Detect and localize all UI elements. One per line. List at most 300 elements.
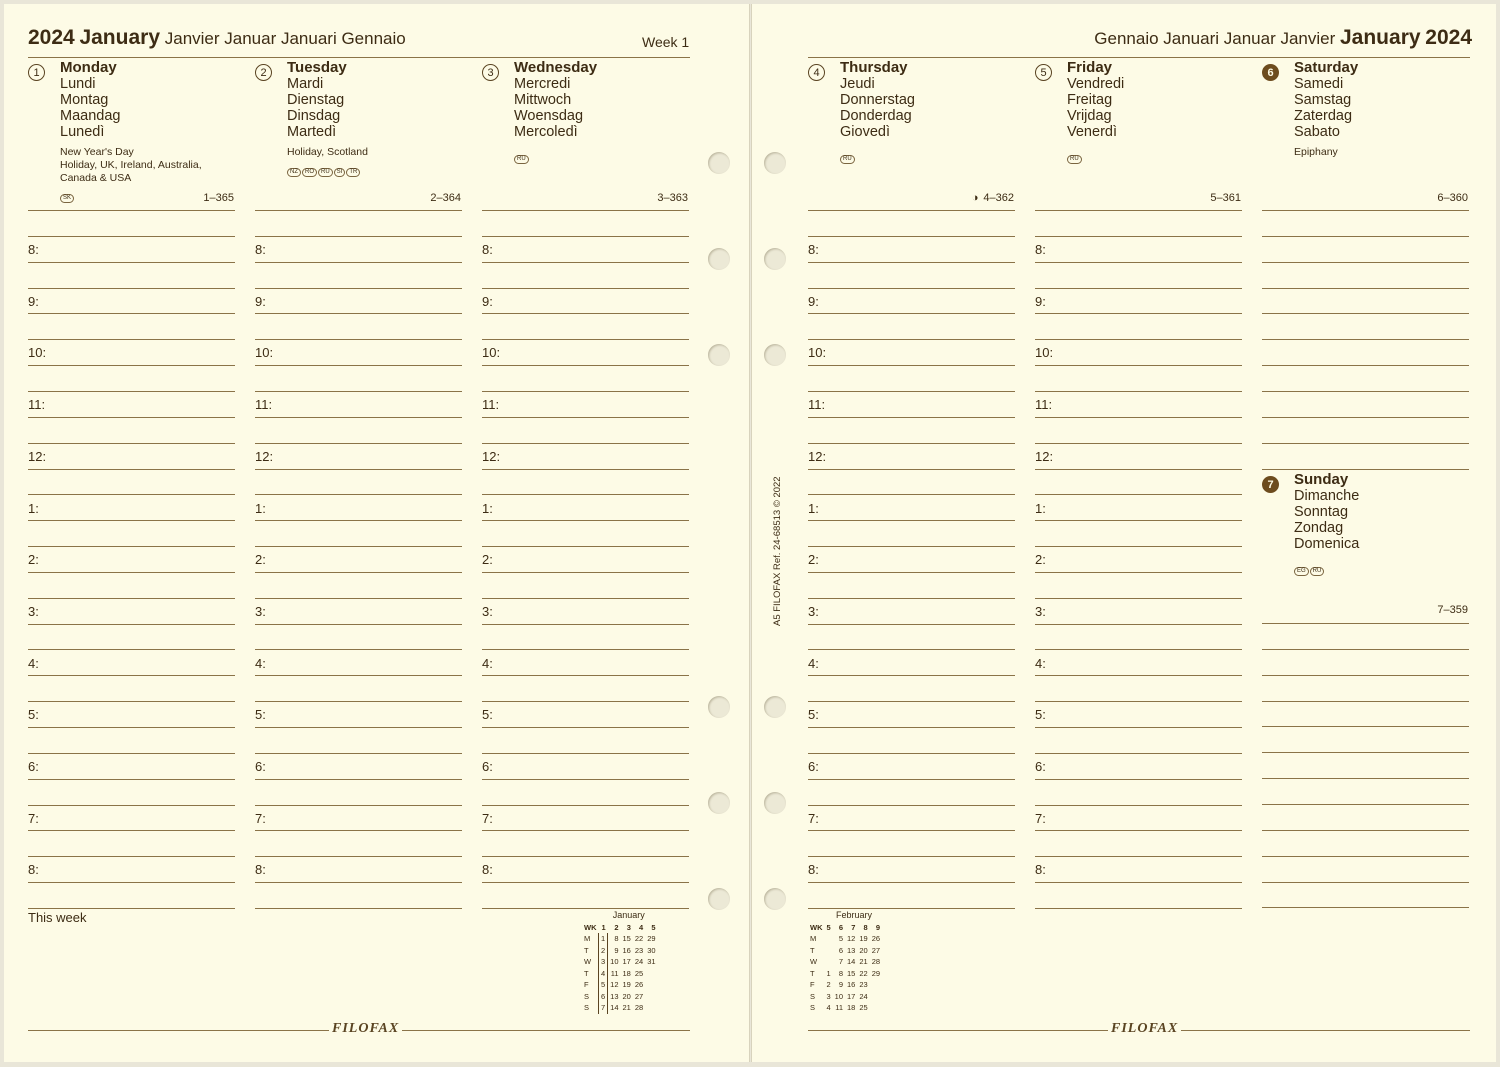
mini-calendar-header-cell: 5	[826, 922, 831, 932]
ruled-line	[255, 624, 462, 625]
country-badge: RU	[318, 168, 333, 177]
ruled-line	[482, 236, 689, 237]
ruled-line	[1262, 288, 1469, 289]
mini-calendar-cell: 24	[859, 991, 868, 1001]
ruled-line	[255, 469, 462, 470]
binder-hole	[764, 248, 786, 270]
mini-calendar-cell: 13	[847, 945, 856, 955]
hour-label: 8:	[808, 242, 819, 257]
ruled-line	[1035, 624, 1242, 625]
mini-calendar-cell: 28	[871, 957, 881, 966]
ruled-line	[808, 210, 1015, 211]
ruled-line	[255, 649, 462, 650]
mini-calendar-cell: 20	[859, 945, 868, 955]
mini-calendar-february	[808, 910, 882, 1014]
day-number-icon: 3	[482, 64, 499, 81]
day-name-translation: Vendredi	[1067, 76, 1125, 92]
ruled-line	[808, 339, 1015, 340]
mini-calendar-cell: 12	[847, 934, 856, 943]
hour-label: 10:	[1035, 345, 1054, 361]
binder-hole	[708, 152, 730, 174]
mini-calendar-cell: T	[810, 945, 815, 955]
mini-calendar-cell: 13	[610, 991, 619, 1001]
mini-calendar-cell: 14	[610, 1003, 619, 1012]
right-page-title	[1094, 26, 1472, 50]
day-name: Friday	[1067, 59, 1113, 76]
ruled-line	[808, 779, 1015, 780]
mini-calendar-cell: 15	[847, 968, 856, 978]
day-name-translation: Mardi	[287, 76, 324, 92]
ruled-line	[255, 598, 462, 599]
ruled-line	[255, 236, 462, 237]
ruled-line	[1262, 856, 1469, 857]
country-badge: RU	[1310, 567, 1325, 576]
mini-calendar-cell: 1	[826, 968, 831, 978]
ruled-line	[1262, 391, 1469, 392]
mini-calendar-title: February	[836, 910, 873, 920]
hour-label: 7:	[482, 810, 493, 826]
mini-calendar-cell: 11	[835, 1003, 844, 1012]
ruled-line	[808, 675, 1015, 676]
mini-calendar-cell: S	[810, 1003, 816, 1012]
ruled-line	[482, 882, 689, 883]
mini-calendar-cell: S	[584, 1003, 590, 1012]
mini-calendar-header-cell: 1	[601, 922, 606, 932]
mini-calendar-cell: 22	[634, 934, 644, 943]
mini-calendar-cell: F	[810, 980, 815, 989]
mini-calendar-row	[582, 968, 658, 980]
hour-label: 9:	[808, 293, 819, 309]
ruled-line	[1035, 469, 1242, 470]
hour-label: 2:	[28, 552, 39, 568]
mini-calendar-january	[582, 910, 658, 1014]
mini-calendar-cell: 8	[614, 934, 619, 943]
country-badge: SI	[334, 168, 346, 177]
day-number-icon: 1	[28, 64, 45, 81]
mini-calendar-row	[808, 933, 882, 945]
holiday-note: New Year's Day	[60, 146, 134, 158]
hour-label: 9:	[255, 293, 266, 309]
hour-label: 2:	[255, 552, 266, 568]
ruled-line	[1035, 805, 1242, 806]
hour-label: 10:	[255, 345, 274, 361]
hour-label: 6:	[808, 759, 819, 774]
day-name-translation: Zaterdag	[1294, 108, 1353, 124]
ruled-line	[482, 805, 689, 806]
mini-calendar-cell: T	[584, 945, 589, 955]
ruled-line	[808, 882, 1015, 883]
ruled-line	[1035, 365, 1242, 366]
ruled-line	[255, 365, 462, 366]
ruled-line	[255, 572, 462, 573]
ruled-line	[1035, 262, 1242, 263]
ruled-line	[808, 701, 1015, 702]
ruled-line	[482, 908, 689, 909]
day-name-translation: Dimanche	[1294, 488, 1360, 504]
country-badge: RO	[302, 168, 317, 177]
hour-label: 4:	[28, 655, 39, 671]
ruled-line	[1262, 623, 1469, 624]
ruled-line	[808, 753, 1015, 754]
right-page	[752, 4, 1496, 1062]
ruled-line	[28, 675, 235, 676]
hour-label: 5:	[28, 707, 39, 723]
mini-calendar-cell: 31	[647, 957, 656, 966]
ruled-line	[808, 365, 1015, 366]
binder-hole	[708, 888, 730, 910]
hour-label: 2:	[482, 552, 493, 568]
mini-calendar-cell: 4	[599, 968, 608, 980]
mini-calendar-cell: 12	[610, 980, 619, 989]
mini-calendar-cell: T	[810, 968, 815, 978]
ruled-line	[255, 805, 462, 806]
ruled-line	[808, 417, 1015, 418]
day-name-translation: Freitag	[1067, 92, 1113, 108]
hour-label: 8:	[1035, 862, 1046, 878]
mini-calendar-cell	[825, 945, 833, 957]
mini-calendar-cell: 9	[838, 980, 844, 989]
ruled-line	[28, 649, 235, 650]
ruled-line	[1035, 882, 1242, 883]
hour-label: 8:	[1035, 242, 1046, 257]
mini-calendar-cell	[825, 933, 833, 945]
ruled-line	[255, 262, 462, 263]
binder-hole	[708, 344, 730, 366]
hour-label: 8:	[255, 242, 266, 257]
month-translations: Janvier Januar Januari Gennaio	[164, 29, 406, 48]
ruled-line	[255, 417, 462, 418]
hour-label: 4:	[255, 655, 266, 671]
mini-calendar-cell: 20	[622, 991, 631, 1001]
ruled-line	[1035, 727, 1242, 728]
year: 2024	[1425, 26, 1472, 49]
ruled-line	[482, 624, 689, 625]
ruled-line	[28, 391, 235, 392]
ruled-line	[28, 805, 235, 806]
day-name-translation: Mercredi	[514, 76, 571, 92]
ruled-line	[28, 365, 235, 366]
day-name-translation: Sonntag	[1294, 504, 1349, 520]
hour-label: 7:	[808, 810, 819, 826]
mini-calendar-header-cell: WK	[810, 922, 823, 932]
ruled-line	[808, 649, 1015, 650]
mini-calendar-cell: S	[810, 991, 816, 1001]
ruled-line	[255, 856, 462, 857]
ruled-line	[255, 210, 462, 211]
ruled-line	[28, 288, 235, 289]
ruled-line	[1035, 598, 1242, 599]
mini-calendar-cell: S	[584, 991, 590, 1001]
hour-label: 12:	[28, 448, 47, 464]
ruled-line	[1262, 339, 1469, 340]
country-badges	[514, 147, 530, 165]
mini-calendar-cell: 1	[599, 933, 608, 945]
ruled-line	[482, 675, 689, 676]
hour-label: 12:	[255, 448, 274, 464]
ruled-line	[28, 417, 235, 418]
day-name-translation: Sabato	[1294, 124, 1340, 140]
hour-label: 4:	[808, 655, 819, 671]
ruled-line	[28, 520, 235, 521]
hour-label: 5:	[482, 707, 493, 723]
day-count-text: 1–365	[203, 192, 234, 204]
hour-label: 8:	[482, 242, 493, 257]
ruled-line	[1262, 469, 1469, 470]
filofax-logo: FILOFAX	[1108, 1021, 1181, 1037]
mini-calendar-grid	[582, 922, 658, 1014]
mini-calendar-cell: 25	[634, 968, 644, 978]
ruled-line	[482, 701, 689, 702]
day-count-text: 4–362	[983, 192, 1014, 204]
ruled-line	[482, 598, 689, 599]
mini-calendar-grid	[808, 922, 882, 1014]
ruled-line	[482, 210, 689, 211]
mini-calendar-row	[808, 979, 882, 991]
holiday-note: Canada & USA	[60, 172, 132, 184]
month-translations: Gennaio Januari Januar Janvier	[1094, 29, 1336, 48]
ruled-line	[28, 779, 235, 780]
holiday-note: Holiday, UK, Ireland, Australia,	[60, 159, 202, 171]
hour-label: 5:	[1035, 707, 1046, 723]
hour-label: 6:	[482, 759, 493, 774]
day-name-translation: Maandag	[60, 108, 121, 124]
hour-label: 3:	[255, 603, 266, 619]
mini-calendar-cell: 21	[622, 1003, 631, 1012]
hour-label: 10:	[28, 345, 47, 361]
mini-calendar-cell: 19	[622, 980, 631, 989]
mini-calendar-row	[808, 1002, 882, 1014]
hour-label: 9:	[28, 293, 39, 309]
hour-label: 5:	[808, 707, 819, 723]
ruled-line	[482, 417, 689, 418]
ruled-line	[1262, 752, 1469, 753]
ruled-line	[808, 856, 1015, 857]
mini-calendar-cell: 8	[838, 968, 844, 978]
day-name-translation: Lunedì	[60, 124, 105, 140]
day-count-text: 2–364	[430, 192, 461, 204]
hour-label: 12:	[808, 448, 827, 464]
ruled-line	[28, 572, 235, 573]
ruled-line	[1262, 210, 1469, 211]
mini-calendar-row	[582, 933, 658, 945]
mini-calendar-cell: 17	[847, 991, 856, 1001]
mini-calendar-cell: 10	[610, 957, 619, 966]
day-of-year-count	[255, 192, 461, 204]
hour-label: 11:	[1035, 397, 1053, 413]
mini-calendar-cell: 30	[647, 945, 656, 955]
mini-calendar-cell: 5	[838, 934, 844, 943]
day-number-icon: 4	[808, 64, 825, 81]
year: 2024	[28, 26, 75, 49]
day-name-translation: Domenica	[1294, 536, 1360, 552]
hour-label: 5:	[255, 707, 266, 723]
ruled-line	[1035, 908, 1242, 909]
mini-calendar-cell	[870, 991, 882, 1003]
ruled-line	[808, 288, 1015, 289]
month: January	[79, 26, 160, 49]
mini-calendar-cell: 23	[859, 980, 868, 989]
mini-calendar-cell: 7	[599, 1002, 608, 1014]
day-number-icon: 2	[255, 64, 272, 81]
mini-calendar-header-cell: 8	[863, 922, 868, 932]
mini-calendar-cell: 15	[622, 934, 631, 943]
ruled-line	[482, 572, 689, 573]
mini-calendar-cell	[645, 979, 657, 991]
hour-label: 3:	[808, 603, 819, 619]
ruled-line	[1262, 907, 1469, 908]
ruled-line	[28, 882, 235, 883]
day-name-translation: Mercoledì	[514, 124, 578, 140]
ruled-line	[1262, 830, 1469, 831]
ruled-line	[28, 339, 235, 340]
spine-reference-text: A5 FILOFAX Ref. 24-68513 © 2022	[772, 476, 783, 626]
day-number-icon: 5	[1035, 64, 1052, 81]
month: January	[1340, 26, 1421, 49]
ruled-line	[1262, 236, 1469, 237]
mini-calendar-cell: M	[584, 934, 591, 943]
mini-calendar-cell	[870, 979, 882, 991]
ruled-line	[482, 727, 689, 728]
ruled-line	[482, 443, 689, 444]
binder-hole	[764, 888, 786, 910]
hour-label: 2:	[808, 552, 819, 568]
day-name-translation: Dinsdag	[287, 108, 341, 124]
header-rule	[808, 57, 1470, 58]
ruled-line	[28, 236, 235, 237]
ruled-line	[1262, 417, 1469, 418]
ruled-line	[1035, 572, 1242, 573]
ruled-line	[255, 882, 462, 883]
mini-calendar-cell: 5	[599, 979, 608, 991]
hour-label: 4:	[1035, 655, 1046, 671]
ruled-line	[1035, 779, 1242, 780]
ruled-line	[482, 262, 689, 263]
mini-calendar-header-cell: 6	[838, 922, 844, 932]
day-count-text: 5–361	[1210, 192, 1241, 204]
ruled-line	[482, 339, 689, 340]
mini-calendar-cell	[870, 1002, 882, 1014]
day-number-icon: 7	[1262, 476, 1279, 493]
left-page-title	[28, 26, 406, 50]
day-name: Tuesday	[287, 59, 347, 76]
ruled-line	[482, 365, 689, 366]
mini-calendar-header-cell: 7	[851, 922, 856, 932]
ruled-line	[28, 830, 235, 831]
ruled-line	[808, 469, 1015, 470]
day-name-translation: Donnerstag	[840, 92, 915, 108]
ruled-line	[808, 598, 1015, 599]
day-name: Monday	[60, 59, 117, 76]
binder-hole	[708, 792, 730, 814]
day-name-translation: Venerdì	[1067, 124, 1117, 140]
hour-label: 3:	[482, 603, 493, 619]
ruled-line	[1035, 443, 1242, 444]
ruled-line	[482, 494, 689, 495]
holiday-note: Holiday, Scotland	[287, 146, 368, 158]
ruled-line	[1035, 830, 1242, 831]
mini-calendar-cell: 27	[634, 991, 644, 1001]
ruled-line	[1262, 726, 1469, 727]
hour-label: 11:	[482, 397, 500, 413]
mini-calendar-cell: 2	[826, 980, 831, 989]
mini-calendar-header-cell: 9	[875, 922, 881, 932]
this-week-label: This week	[28, 910, 87, 925]
hour-label: 8:	[255, 862, 266, 878]
mini-calendar-header-cell: 3	[626, 922, 631, 932]
day-name-translation: Woensdag	[514, 108, 584, 124]
ruled-line	[808, 572, 1015, 573]
ruled-line	[482, 288, 689, 289]
ruled-line	[28, 856, 235, 857]
hour-label: 6:	[28, 759, 39, 774]
hour-label: 3:	[28, 603, 39, 619]
ruled-line	[1035, 288, 1242, 289]
ruled-line	[28, 210, 235, 211]
day-name-translation: Donderdag	[840, 108, 912, 124]
mini-calendar-header-row	[808, 922, 882, 934]
ruled-line	[1262, 804, 1469, 805]
day-of-year-count: 6–360	[1437, 192, 1468, 204]
ruled-line	[1262, 778, 1469, 779]
day-count-text: 3–363	[657, 192, 688, 204]
day-name-translation: Samstag	[1294, 92, 1352, 108]
hour-label: 11:	[255, 397, 273, 413]
day-of-year-count: 7–359	[1437, 604, 1468, 616]
ruled-line	[808, 236, 1015, 237]
mini-calendar-cell: 22	[859, 968, 868, 978]
mini-calendar-cell: W	[810, 957, 818, 966]
ruled-line	[1035, 753, 1242, 754]
mini-calendar-cell: 29	[871, 968, 881, 978]
mini-calendar-cell: 3	[826, 991, 831, 1001]
binder-hole	[764, 696, 786, 718]
hour-label: 6:	[255, 759, 266, 774]
mini-calendar-cell	[645, 1002, 657, 1014]
ruled-line	[482, 546, 689, 547]
ruled-line	[28, 727, 235, 728]
day-name-translation: Vrijdag	[1067, 108, 1112, 124]
ruled-line	[808, 313, 1015, 314]
ruled-line	[1035, 701, 1242, 702]
mini-calendar-cell: 6	[838, 945, 844, 955]
hour-label: 9:	[1035, 293, 1046, 309]
ruled-line	[1035, 339, 1242, 340]
mini-calendar-cell: 11	[610, 968, 619, 978]
hour-label: 1:	[28, 500, 39, 516]
hour-label: 6:	[1035, 759, 1046, 774]
left-page	[4, 4, 749, 1062]
day-of-year-count	[28, 192, 234, 204]
day-name-translation: Samedi	[1294, 76, 1344, 92]
ruled-line	[482, 520, 689, 521]
binder-hole	[708, 248, 730, 270]
ruled-line	[255, 779, 462, 780]
ruled-line	[255, 546, 462, 547]
mini-calendar-cell: 28	[634, 1003, 644, 1012]
ruled-line	[28, 494, 235, 495]
ruled-line	[28, 701, 235, 702]
ruled-line	[255, 443, 462, 444]
mini-calendar-cell: T	[584, 968, 589, 978]
ruled-line	[28, 753, 235, 754]
ruled-line	[808, 520, 1015, 521]
country-badge: EG	[1294, 567, 1309, 576]
ruled-line	[255, 313, 462, 314]
day-name-translation: Lundi	[60, 76, 96, 92]
mini-calendar-cell: M	[810, 934, 817, 943]
country-badge: RU	[840, 155, 855, 164]
country-badge: TR	[346, 168, 360, 177]
